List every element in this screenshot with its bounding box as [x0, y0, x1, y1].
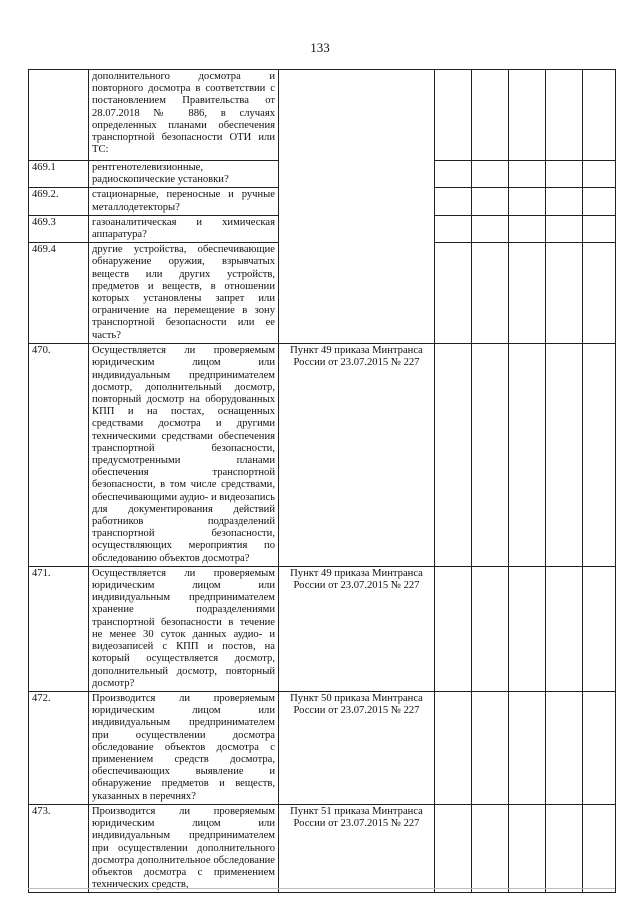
check-cell	[509, 243, 546, 344]
question-text: дополнительного досмотра и повторного досмотра в соответствии с постановлением Правительства от 28.07.2018 № 886, в случаях определенных планами обеспечения транспортной безопасности ОТИ или ТС:	[89, 70, 279, 161]
check-cell	[472, 566, 509, 691]
check-cell	[546, 691, 583, 804]
check-cell	[435, 344, 472, 567]
question-text: Осуществляется ли проверяемым юридическим лицом или индивидуальным предпринимателем досмотр, дополнительный досмотр, повторный досмотр на оборудованных КПП и на постах, оснащенных средствами досмотра и другими техническими средствами обеспечения транспортной безопасности, предусмотренными планами обеспечения транспортной безопасности, в том числе средствами, обеспечивающими аудио- и видеозапись для документирования действий работников подразделений транспортной безопасности, осуществляющих мероприятия по обследованию объектов досмотра?	[89, 344, 279, 567]
row-number: 469.3	[29, 215, 89, 242]
question-text: газоаналитическая и химическая аппаратура?	[89, 215, 279, 242]
check-cell	[472, 215, 509, 242]
check-cell	[583, 804, 616, 892]
check-cell	[509, 161, 546, 188]
legal-reference: Пункт 50 приказа Минтранса России от 23.07.2015 № 227	[279, 691, 435, 804]
row-number: 472.	[29, 691, 89, 804]
question-text: рентгенотелевизионные, радиоскопические установки?	[89, 161, 279, 188]
row-number: 470.	[29, 344, 89, 567]
row-number	[29, 70, 89, 161]
row-number: 469.4	[29, 243, 89, 344]
page-bottom-rule	[28, 888, 615, 889]
check-cell	[583, 344, 616, 567]
check-cell	[509, 566, 546, 691]
question-text: другие устройства, обеспечивающие обнаружение оружия, взрывчатых веществ или других устройств, предметов и веществ, в отношении которых установлены запрет или ограничение на перемещение в зону транспортной безопасности или ее часть?	[89, 243, 279, 344]
check-cell	[435, 804, 472, 892]
row-number: 469.2.	[29, 188, 89, 215]
row-number: 473.	[29, 804, 89, 892]
question-text: Производится ли проверяемым юридическим лицом или индивидуальным предпринимателем при осуществлении досмотра обследование объектов досмотра с применением средств досмотра, обеспечивающих выявление и обнаружение предметов и веществ, указанных в перечнях?	[89, 691, 279, 804]
page-number: 133	[310, 40, 330, 55]
check-cell	[435, 215, 472, 242]
check-cell	[472, 188, 509, 215]
check-cell	[435, 566, 472, 691]
legal-reference: Пункт 51 приказа Минтранса России от 23.07.2015 № 227	[279, 804, 435, 892]
check-cell	[583, 691, 616, 804]
check-cell	[546, 243, 583, 344]
check-cell	[583, 243, 616, 344]
check-cell	[472, 344, 509, 567]
check-cell	[546, 70, 583, 161]
legal-reference	[279, 70, 435, 344]
check-cell	[472, 243, 509, 344]
table-row	[29, 344, 616, 567]
inspection-checklist-table	[28, 69, 616, 893]
check-cell	[435, 243, 472, 344]
check-cell	[472, 804, 509, 892]
question-text: стационарные, переносные и ручные металлодетекторы?	[89, 188, 279, 215]
check-cell	[583, 70, 616, 161]
check-cell	[472, 70, 509, 161]
check-cell	[435, 188, 472, 215]
check-cell	[583, 161, 616, 188]
check-cell	[509, 691, 546, 804]
check-cell	[546, 188, 583, 215]
row-number: 471.	[29, 566, 89, 691]
check-cell	[583, 215, 616, 242]
check-cell	[472, 161, 509, 188]
row-number: 469.1	[29, 161, 89, 188]
check-cell	[546, 161, 583, 188]
question-text: Осуществляется ли проверяемым юридическим лицом или индивидуальным предпринимателем хранение подразделениями транспортной безопасности в течение не менее 30 суток данных аудио- и видеозаписей с КПП и постов, на который осуществляется досмотр, дополнительный досмотр, повторный досмотр?	[89, 566, 279, 691]
table-row	[29, 804, 616, 892]
check-cell	[546, 566, 583, 691]
check-cell	[546, 215, 583, 242]
check-cell	[509, 188, 546, 215]
check-cell	[472, 691, 509, 804]
legal-reference: Пункт 49 приказа Минтранса России от 23.07.2015 № 227	[279, 344, 435, 567]
table-row	[29, 70, 616, 161]
check-cell	[435, 70, 472, 161]
legal-reference: Пункт 49 приказа Минтранса России от 23.07.2015 № 227	[279, 566, 435, 691]
check-cell	[583, 566, 616, 691]
check-cell	[435, 691, 472, 804]
check-cell	[509, 804, 546, 892]
check-cell	[583, 188, 616, 215]
check-cell	[546, 804, 583, 892]
check-cell	[546, 344, 583, 567]
check-cell	[509, 215, 546, 242]
check-cell	[435, 161, 472, 188]
question-text: Производится ли проверяемым юридическим лицом или индивидуальным предпринимателем при осуществлении дополнительного досмотра дополнительное обследование объектов досмотра с применением технических средств,	[89, 804, 279, 892]
check-cell	[509, 70, 546, 161]
table-row	[29, 691, 616, 804]
table-row	[29, 566, 616, 691]
check-cell	[509, 344, 546, 567]
